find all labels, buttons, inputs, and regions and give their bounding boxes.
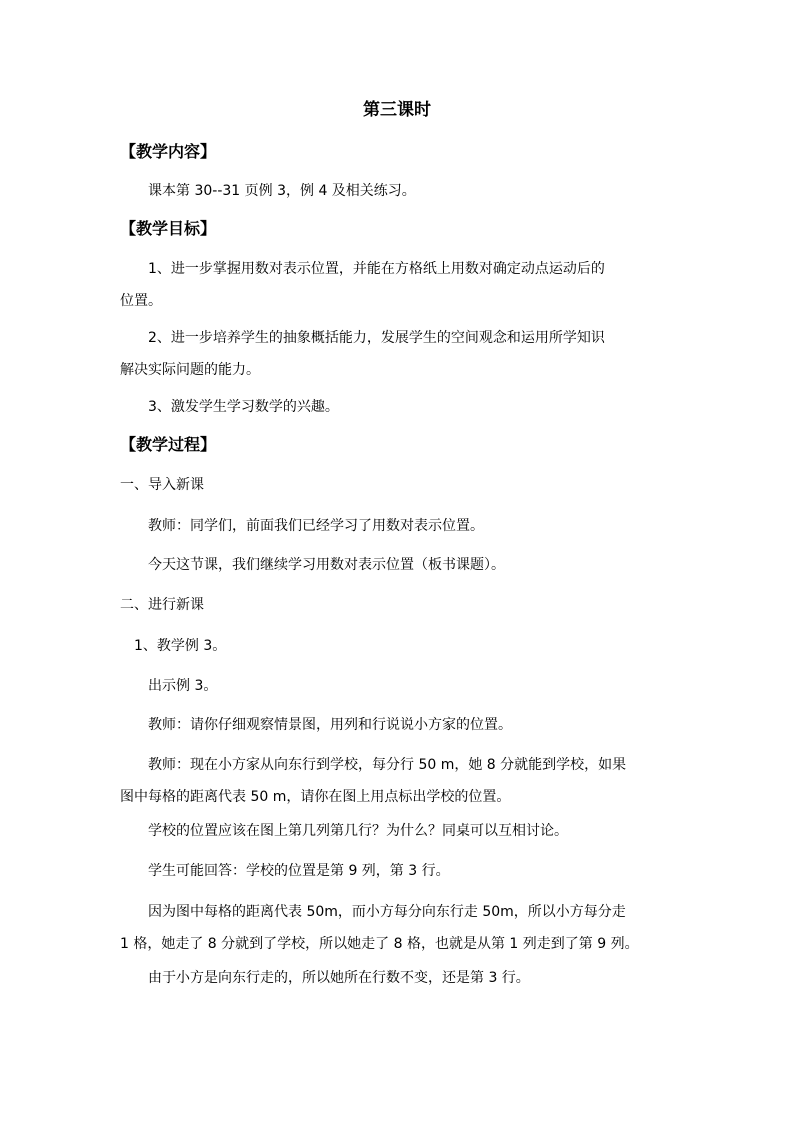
goal-item-2-line-2: 解决实际问题的能力。 xyxy=(120,362,260,378)
process-reason-line-2: 1 格，她走了 8 分就到了学校，所以她走了 8 格，也就是从第 1 列走到了第 9 列。 xyxy=(120,936,639,952)
content-text: 课本第 30--31 页例 3，例 4 及相关练习。 xyxy=(148,183,416,199)
section-heading-content: 【教学内容】 xyxy=(120,142,217,161)
process-part-1-paragraph-2: 今天这节课，我们继续学习用数对表示位置（板书课题）。 xyxy=(148,557,505,573)
goal-item-1-line-2: 位置。 xyxy=(120,293,162,309)
process-reason xyxy=(120,896,676,960)
process-reason-line-1: 因为图中每格的距离代表 50m，而小方每分向东行走 50m，所以小方每分走 xyxy=(148,904,626,920)
process-teacher-1: 教师：请你仔细观察情景图，用列和行说说小方家的位置。 xyxy=(148,717,512,733)
process-show-example: 出示例 3。 xyxy=(148,678,218,694)
goal-item-1 xyxy=(120,253,676,317)
process-answer: 学生可能回答：学校的位置是第 9 列，第 3 行。 xyxy=(148,863,450,879)
goal-item-1-line-1: 1、进一步掌握用数对表示位置，并能在方格纸上用数对确定动点运动后的 xyxy=(148,261,605,277)
process-question: 学校的位置应该在图上第几列第几行？为什么？同桌可以互相讨论。 xyxy=(148,823,568,839)
goal-item-2-line-1: 2、进一步培养学生的抽象概括能力，发展学生的空间观念和运用所学知识 xyxy=(148,330,605,346)
process-part-2-title: 二、进行新课 xyxy=(120,597,204,613)
process-teacher-2-line-1: 教师：现在小方家从向东行到学校，每分行 50 m，她 8 分就能到学校，如果 xyxy=(148,757,627,773)
process-teacher-2 xyxy=(120,749,676,813)
section-heading-goals: 【教学目标】 xyxy=(120,219,217,238)
process-part-1-paragraph-1: 教师：同学们，前面我们已经学习了用数对表示位置。 xyxy=(148,518,484,534)
process-step-1: 1、教学例 3。 xyxy=(134,638,227,654)
process-teacher-2-line-2: 图中每格的距离代表 50 m，请你在图上用点标出学校的位置。 xyxy=(120,789,511,805)
process-part-1-title: 一、导入新课 xyxy=(120,477,204,493)
goal-item-2 xyxy=(120,322,676,386)
process-conclusion: 由于小方是向东行走的，所以她所在行数不变，还是第 3 行。 xyxy=(148,970,530,986)
page-title: 第三课时 xyxy=(363,100,431,120)
goal-item-3: 3、激发学生学习数学的兴趣。 xyxy=(148,399,339,415)
section-heading-process: 【教学过程】 xyxy=(120,435,217,454)
